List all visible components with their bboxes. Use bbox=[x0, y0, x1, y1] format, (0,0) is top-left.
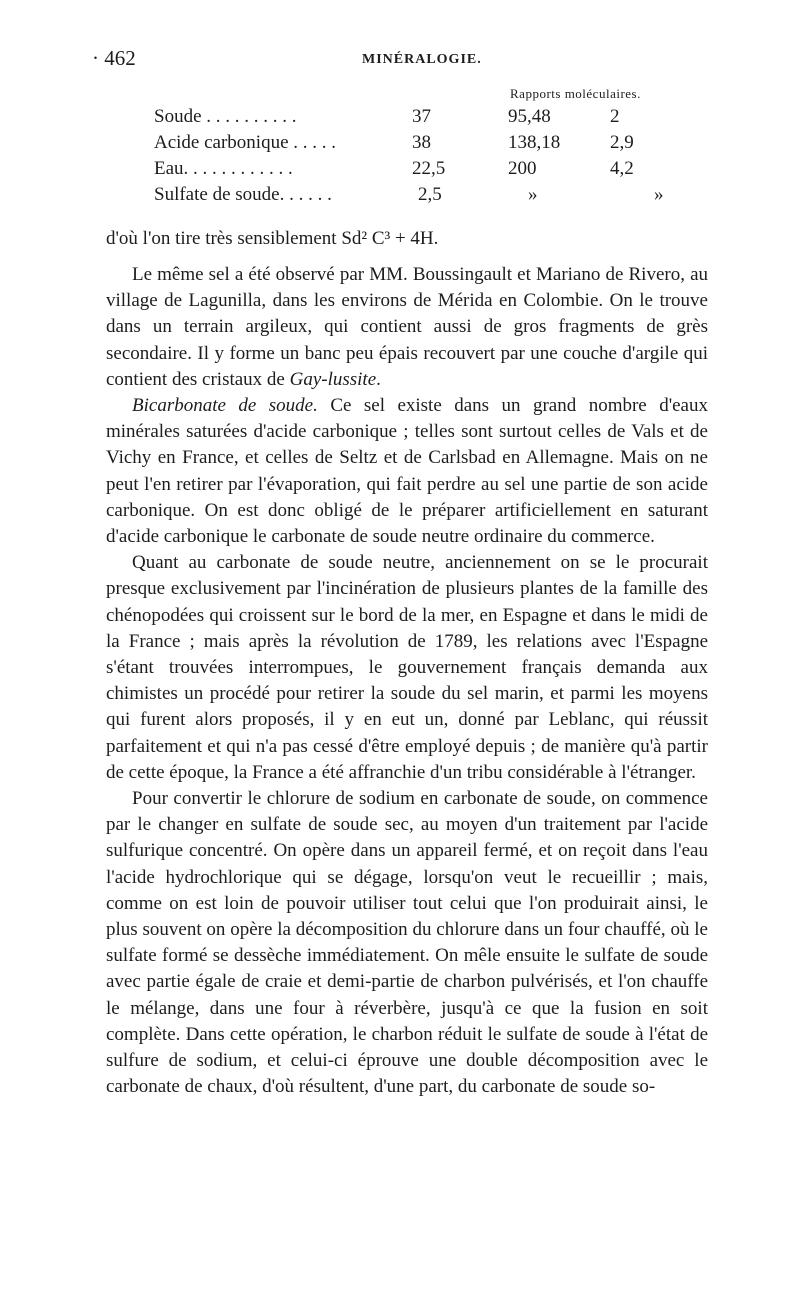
row-ratio: » bbox=[654, 184, 664, 205]
row-value: 2,5 bbox=[418, 184, 442, 205]
paragraph bbox=[106, 262, 708, 393]
paragraph bbox=[106, 550, 708, 786]
table-caption: Rapports moléculaires. bbox=[510, 86, 641, 101]
paragraph-end: . bbox=[376, 368, 381, 390]
paragraph-text: Ce sel existe dans un grand nombre d'eaux minérales saturées d'acide carbonique ; telles sont surtout celles de Vals et de Vichy en France, et celles de Seltz et de Carlsbad en Allemagne. Mais on ne peut l'en retirer par l'évaporation, qui fait perdre au sel une partie de son acide carbonique. On est donc obligé de le préparer artificiellement en saturant d'acide carbonique le carbonate de soude neutre ordinaire du commerce. bbox=[106, 395, 708, 548]
row-value: 37 bbox=[412, 106, 431, 127]
row-name: Soude . . . . . . . . . . bbox=[154, 106, 297, 127]
row-name: Sulfate de soude. . . . . . bbox=[154, 184, 332, 205]
row-molecular: 95,48 bbox=[508, 106, 551, 127]
table-row bbox=[154, 184, 684, 212]
table-row bbox=[154, 106, 684, 134]
paragraph bbox=[106, 786, 708, 1100]
row-molecular: 200 bbox=[508, 158, 537, 179]
row-molecular: 138,18 bbox=[508, 132, 561, 153]
paragraph-text: Le même sel a été observé par MM. Boussingault et Mariano de Rivero, au village de Lagunilla, dans les environs de Mérida en Colombie. On le trouve dans un terrain argileux, qui contient aussi de gros fragments de grès secondaire. Il y forme un banc peu épais recouvert par une couche d'argile qui contient des cristaux de bbox=[106, 264, 708, 390]
paragraph bbox=[106, 393, 708, 550]
row-value: 22,5 bbox=[412, 158, 446, 179]
row-molecular: » bbox=[528, 184, 538, 205]
formula-line: d'où l'on tire très sensiblement Sd² C³ + 4H. bbox=[106, 228, 439, 249]
table-row bbox=[154, 158, 684, 186]
row-name: Eau. . . . . . . . . . . . bbox=[154, 158, 293, 179]
italic-term: Gay-lussite bbox=[289, 368, 377, 390]
page-header bbox=[92, 46, 712, 76]
composition-table bbox=[154, 86, 684, 206]
table-row bbox=[154, 132, 684, 160]
row-value: 38 bbox=[412, 132, 431, 153]
row-ratio: 2,9 bbox=[610, 132, 634, 153]
body-text bbox=[106, 262, 708, 1101]
row-name: Acide carbonique . . . . . bbox=[154, 132, 337, 153]
running-title: MINÉRALOGIE. bbox=[362, 52, 482, 67]
row-ratio: 2 bbox=[610, 106, 620, 127]
paragraph-text: Quant au carbonate de soude neutre, anciennement on se le procurait presque exclusivement par l'incinération de plusieurs plantes de la famille des chénopodées qui croissent sur le bord de la mer, en Espagne et dans le midi de la France ; mais après la révolution de 1789, les relations avec l'Espagne s'étant trouvées interrompues, le gouvernement français demanda aux chimistes un procédé pour retirer la soude du sel marin, et parmi les moyens qui furent alors proposés, il y en eut un, donné par Leblanc, qui réussit parfaitement et qui n'a pas cessé d'être employé depuis ; de manière qu'à partir de cette époque, la France a été affranchie d'un tribu considérable à l'étranger. bbox=[106, 552, 708, 783]
page-number: · 462 bbox=[92, 46, 136, 70]
paragraph-text: Pour convertir le chlorure de sodium en carbonate de soude, on commence par le changer en sulfate de soude sec, au moyen d'un traitement par l'acide sulfurique concentré. On opère dans un appareil fermé, et on reçoit dans l'eau l'acide hydrochlorique qui se dégage, lorsqu'on veut le recueillir ; mais, comme on est loin de pouvoir utiliser tout celui que l'on produirait ainsi, le plus souvent on opère la décomposition du chlorure dans un four chauffé, où le sulfate formé se dessèche immédiatement. On mêle ensuite le sulfate de soude avec partie égale de craie et demi-partie de charbon pulvérisés, et l'on chauffe le mélange, dans une four à réverbère, jusqu'à ce que la fusion en soit complète. Dans cette opération, le charbon réduit le sulfate de soude à l'état de sulfure de sodium, et celui-ci éprouve une double décomposition avec le carbonate de chaux, d'où résultent, d'une part, du carbonate de soude so- bbox=[106, 788, 708, 1098]
row-ratio: 4,2 bbox=[610, 158, 634, 179]
section-heading: Bicarbonate de soude. bbox=[132, 395, 318, 417]
